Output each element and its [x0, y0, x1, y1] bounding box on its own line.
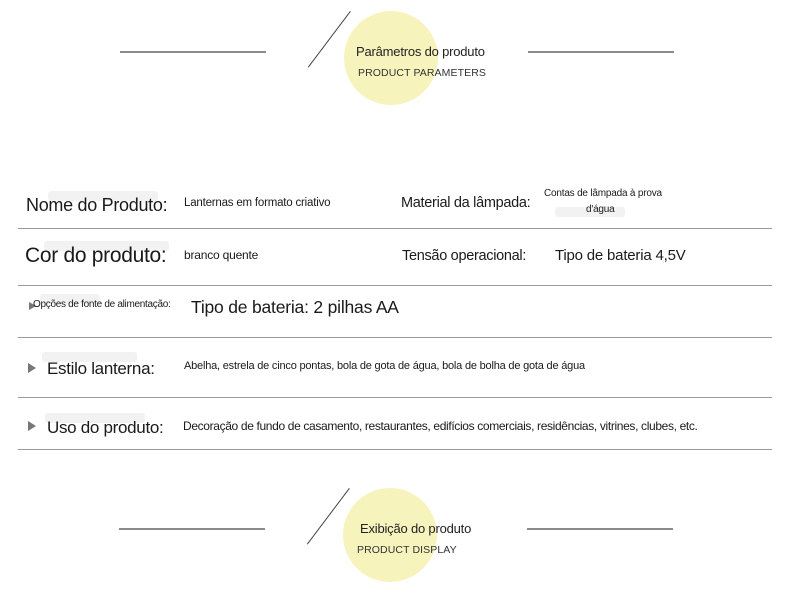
section-subtitle: PRODUCT PARAMETERS — [358, 67, 487, 79]
row-divider — [18, 285, 772, 286]
row-divider — [18, 397, 772, 398]
header-left-rule — [120, 51, 266, 53]
section-title: Exibição do produto — [360, 521, 472, 536]
operating-voltage-label: Tensão operacional: — [402, 248, 527, 264]
header-right-rule — [527, 528, 673, 530]
product-name-value: Lanternas em formato criativo — [184, 197, 331, 209]
product-usage-value: Decoração de fundo de casamento, restaurantes, edifícios comerciais, residências, vitrines, clubes, etc. — [183, 419, 698, 433]
section-title: Parâmetros do produto — [356, 44, 485, 59]
product-name-label: Nome do Produto: — [26, 195, 168, 215]
power-options-label: Opções de fonte de alimentação: — [33, 299, 171, 310]
lantern-style-label: Estilo lanterna: — [47, 359, 155, 378]
product-color-label: Cor do produto: — [25, 244, 167, 267]
lamp-material-value-line1: Contas de lâmpada à prova — [544, 188, 662, 199]
row-divider — [18, 228, 772, 229]
play-triangle-icon — [28, 421, 36, 431]
header-left-rule — [119, 528, 265, 530]
operating-voltage-value: Tipo de bateria 4,5V — [555, 247, 686, 264]
product-color-value: branco quente — [184, 248, 259, 262]
header-right-rule — [528, 51, 674, 53]
power-options-value: Tipo de bateria: 2 pilhas AA — [191, 297, 399, 317]
lamp-material-value-line2: d'água — [586, 204, 615, 215]
row-divider — [18, 337, 772, 338]
play-triangle-icon — [28, 363, 36, 373]
section-subtitle: PRODUCT DISPLAY — [357, 544, 457, 556]
lantern-style-value: Abelha, estrela de cinco pontas, bola de gota de água, bola de bolha de gota de água — [184, 360, 585, 372]
row-divider — [18, 449, 772, 450]
lamp-material-label: Material da lâmpada: — [401, 195, 531, 211]
product-usage-label: Uso do produto: — [47, 418, 164, 437]
